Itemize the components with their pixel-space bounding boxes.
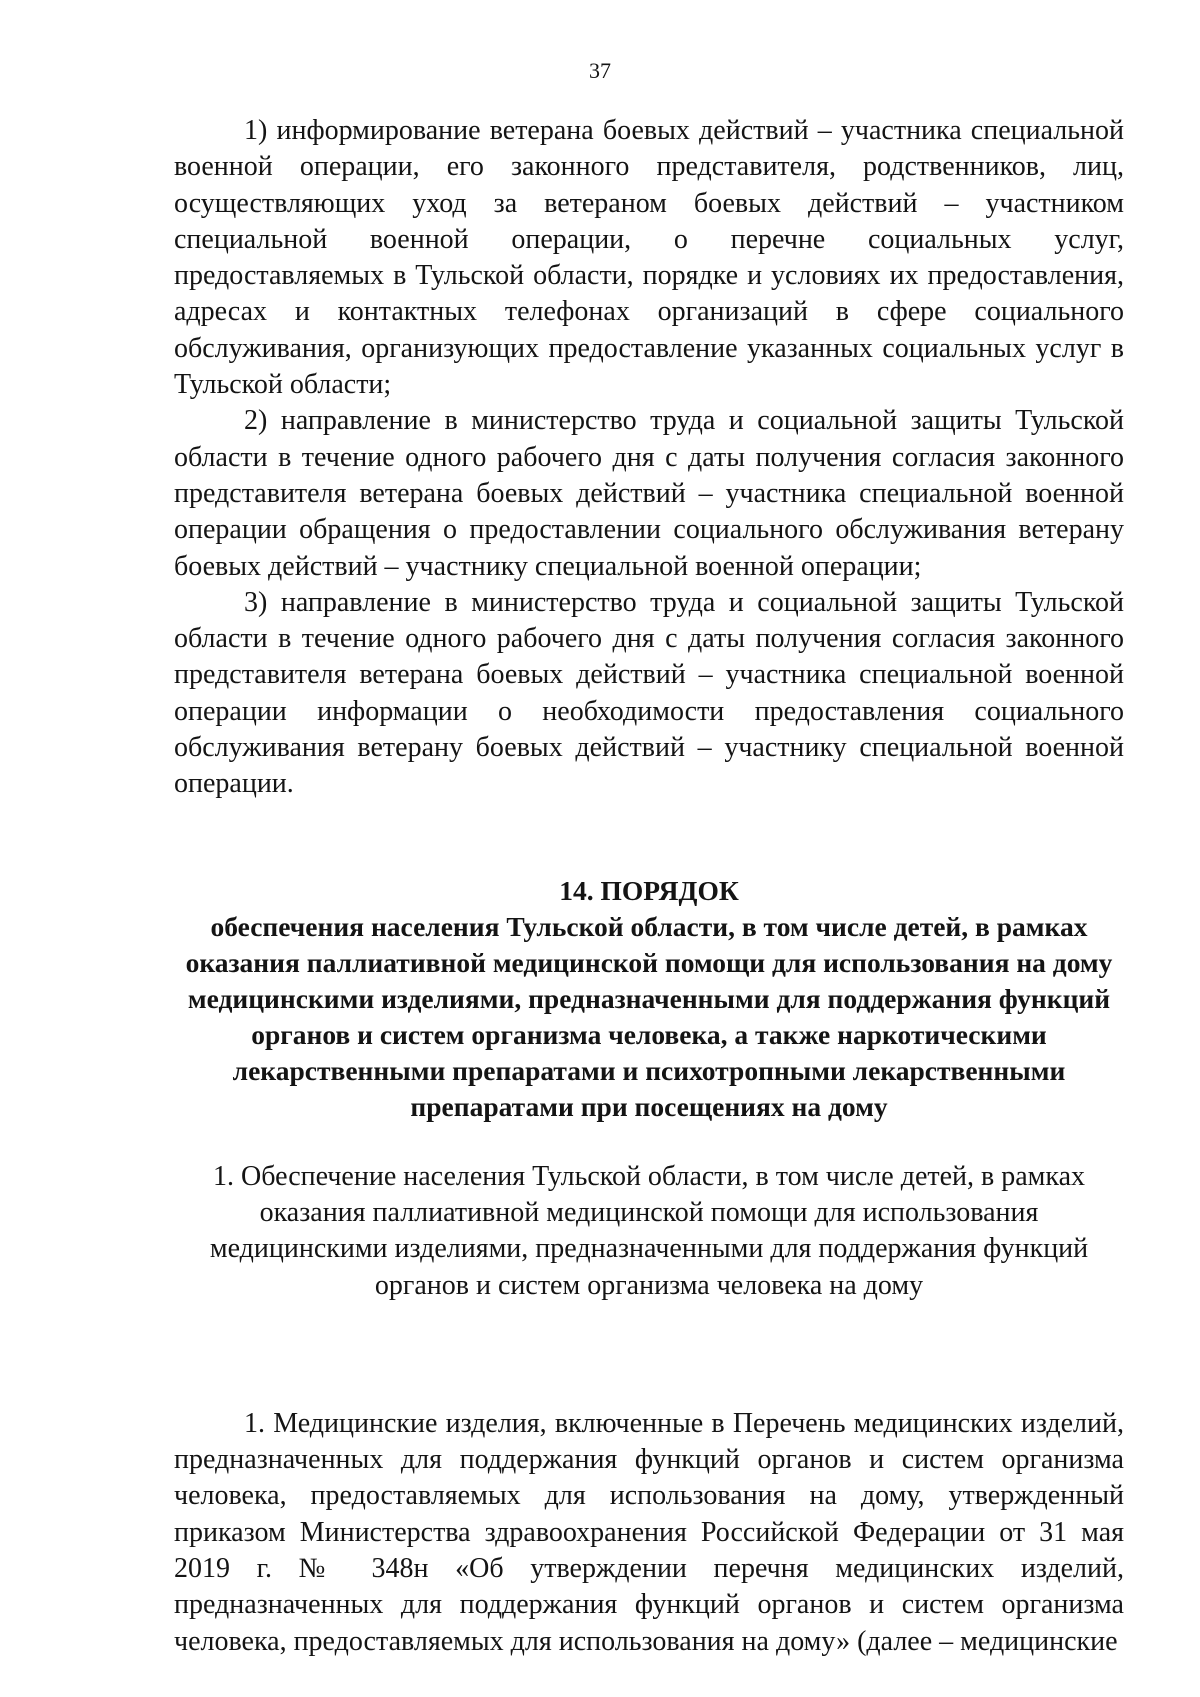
paragraph-item-1: 1) информирование ветерана боевых действий – участника специальной военной операции, его законного представителя, родственников, лиц, осуществляющих уход за ветераном боевых действий – участником специальной военной операции, о перечне социальных услуг, предоставляемых в Тульской области, порядке и условиях их предоставления, адресах и контактных телефонах организаций в сфере социального обслуживания, организующих предоставление указанных социальных услуг в Тульской области; — [174, 115, 1124, 401]
section-heading — [174, 873, 1124, 1125]
paragraph-medical-devices: 1. Медицинские изделия, включенные в Перечень медицинских изделий, предназначенных для поддержания функций органов и систем организма человека, предоставляемых для использования на дому, утвержденный приказом Министерства здравоохранения Российской Федерации от 31 мая 2019 г. № 348н «Об утверждении перечня медицинских изделий, предназначенных для поддержания функций органов и систем организма человека, предоставляемых для использования на дому» (далее – медицинские — [174, 1407, 1124, 1657]
paragraph-item-2: 2) направление в министерство труда и социальной защиты Тульской области в течение одного рабочего дня с даты получения согласия законного представителя ветерана боевых действий – участника специальной военной операции обращения о предоставлении социального обслуживания ветерану боевых действий – участнику специальной военной операции; — [174, 405, 1124, 582]
document-body — [174, 113, 1124, 1660]
page-number: 37 — [589, 58, 611, 83]
section-subtitle: обеспечения населения Тульской области, в том числе детей, в рамках оказания паллиативной медицинской помощи для использования на дому медицинскими изделиями, предназначенными для поддержания функций органов и систем организма человека, а также наркотическими лекарственными препаратами и психотропными лекарственными препаратами при посещениях на дому — [185, 910, 1113, 1122]
section-title: 14. ПОРЯДОК — [559, 874, 739, 906]
subsection-heading: 1. Обеспечение населения Тульской области, в том числе детей, в рамках оказания паллиативной медицинской помощи для использования медицинскими изделиями, предназначенными для поддержания функций органов и систем организма человека на дому — [209, 1160, 1089, 1301]
paragraph-item-3: 3) направление в министерство труда и социальной защиты Тульской области в течение одного рабочего дня с даты получения согласия законного представителя ветерана боевых действий – участника специальной военной операции информации о необходимости предоставления социального обслуживания ветерану боевых действий – участнику специальной военной операции. — [174, 586, 1124, 800]
